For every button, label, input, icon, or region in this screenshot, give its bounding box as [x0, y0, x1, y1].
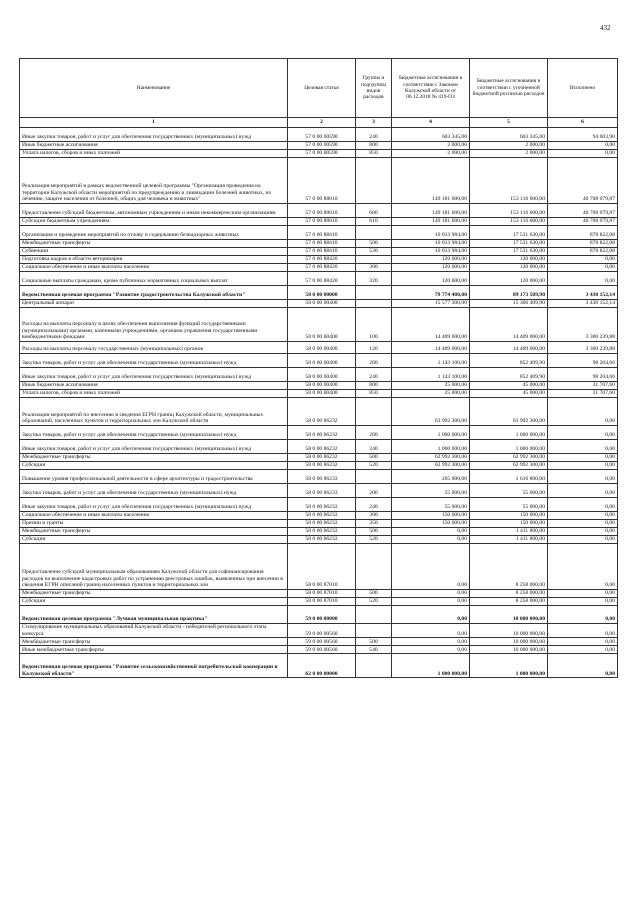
row-expense-group: 500: [356, 528, 392, 536]
row-executed: 0,00: [548, 528, 618, 536]
row-name: Субвенции: [20, 248, 288, 256]
row-expense-group: [356, 398, 392, 426]
row-target-article: 57 0 00 00590: [288, 150, 356, 158]
row-target-article: 59 0 00 00000: [288, 606, 356, 624]
row-approved-allocation: 150 000,00: [470, 520, 548, 528]
row-expense-group: 240: [356, 128, 392, 142]
row-name: Межбюджетные трансферты: [20, 240, 288, 248]
row-executed: 0,00: [548, 470, 618, 484]
row-executed: 878 822,08: [548, 248, 618, 256]
row-name: Субсидии: [20, 598, 288, 606]
row-law-allocation: 150 000,00: [392, 520, 470, 528]
row-law-allocation: 0,00: [392, 638, 470, 646]
row-law-allocation: 63 992 300,00: [392, 398, 470, 426]
row-executed: 3 430 152,14: [548, 286, 618, 300]
row-approved-allocation: 14 409 000,00: [470, 342, 548, 354]
row-law-allocation: 62 992 300,00: [392, 454, 470, 462]
row-approved-allocation: 1 000 000,00: [470, 426, 548, 440]
row-executed: 40 708 079,87: [548, 158, 618, 204]
row-law-allocation: 120 000,00: [392, 256, 470, 264]
row-executed: 0,00: [548, 638, 618, 646]
table-row: [20, 382, 618, 390]
table-row: [20, 598, 618, 606]
row-law-allocation: 25 000,00: [392, 390, 470, 398]
row-executed: 31 707,60: [548, 390, 618, 398]
row-approved-allocation: 1 000 000,00: [470, 440, 548, 454]
row-target-article: 57 0 00 88010: [288, 158, 356, 204]
header-target-article: Целевая статья: [288, 59, 356, 118]
row-executed: 0,00: [548, 256, 618, 264]
row-executed: 0,00: [548, 498, 618, 512]
row-name: Ведомственная целевая программа "Развитие градостроительства Калужской области": [20, 286, 288, 300]
row-expense-group: 500: [356, 454, 392, 462]
table-row: [20, 226, 618, 240]
table-row: [20, 462, 618, 470]
row-name: Уплата налогов, сборов и иных платежей: [20, 390, 288, 398]
row-law-allocation: 120 000,00: [392, 272, 470, 286]
table-row: [20, 342, 618, 354]
row-executed: 0,00: [548, 426, 618, 440]
row-law-allocation: 0,00: [392, 624, 470, 638]
row-executed: 0,00: [548, 624, 618, 638]
table-row: [20, 264, 618, 272]
row-expense-group: 520: [356, 536, 392, 544]
row-target-article: 58 0 00 00400: [288, 342, 356, 354]
row-approved-allocation: 14 409 000,00: [470, 308, 548, 342]
table-row: [20, 272, 618, 286]
row-approved-allocation: 120 000,00: [470, 264, 548, 272]
table-row: [20, 484, 618, 498]
table-row: [20, 536, 618, 544]
row-law-allocation: 120 000,00: [392, 264, 470, 272]
table-row: [20, 624, 618, 638]
row-executed: 0,00: [548, 484, 618, 498]
column-number: 6: [548, 118, 618, 128]
table-row: [20, 646, 618, 654]
row-target-article: 57 0 00 88420: [288, 264, 356, 272]
row-name: Расходы на выплаты персоналу государственных (муниципальных) органов: [20, 342, 288, 354]
row-expense-group: 300: [356, 264, 392, 272]
row-expense-group: [356, 256, 392, 264]
row-target-article: 58 0 00 00400: [288, 354, 356, 368]
column-number: 4: [392, 118, 470, 128]
row-expense-group: [356, 226, 392, 240]
row-law-allocation: 1 000 000,00: [392, 654, 470, 678]
row-executed: 31 707,60: [548, 382, 618, 390]
row-expense-group: 240: [356, 368, 392, 382]
row-name: Повышение уровня профессиональной деятельности в сфере архитектуры и градостроительства: [20, 470, 288, 484]
row-expense-group: 850: [356, 390, 392, 398]
row-target-article: 57 0 00 88410: [288, 226, 356, 240]
row-approved-allocation: 55 000,00: [470, 484, 548, 498]
row-target-article: 59 0 00 00560: [288, 624, 356, 638]
row-approved-allocation: 10 000 000,00: [470, 624, 548, 638]
row-name: Иные закупки товаров, работ и услуг для обеспечения государственных (муниципальных) нужд: [20, 440, 288, 454]
row-executed: 94 003,90: [548, 128, 618, 142]
row-approved-allocation: 62 992 300,00: [470, 454, 548, 462]
row-expense-group: 610: [356, 218, 392, 226]
row-approved-allocation: 603 345,00: [470, 128, 548, 142]
table-row: [20, 654, 618, 678]
row-name: Закупка товаров, работ и услуг для обеспечения государственных (муниципальных) нужд: [20, 484, 288, 498]
row-target-article: 58 0 00 00400: [288, 368, 356, 382]
budget-table: [19, 58, 618, 678]
row-expense-group: 600: [356, 204, 392, 218]
row-name: Социальное обеспечение и иные выплаты населению: [20, 264, 288, 272]
row-law-allocation: 1 143 100,00: [392, 368, 470, 382]
row-approved-allocation: 63 992 300,00: [470, 398, 548, 426]
row-target-article: 57 0 00 00590: [288, 128, 356, 142]
row-executed: 40 708 079,87: [548, 218, 618, 226]
table-row: [20, 300, 618, 308]
row-name: Иные бюджетные ассигнования: [20, 142, 288, 150]
row-target-article: 57 0 00 88010: [288, 204, 356, 218]
table-row: [20, 368, 618, 382]
row-law-allocation: 603 345,00: [392, 128, 470, 142]
row-law-allocation: 149 181 600,00: [392, 204, 470, 218]
row-law-allocation: 0,00: [392, 590, 470, 598]
row-name: Уплата налогов, сборов и иных платежей: [20, 150, 288, 158]
row-executed: 878 822,08: [548, 240, 618, 248]
row-executed: 0,00: [548, 512, 618, 520]
column-number: 1: [20, 118, 288, 128]
table-row: [20, 204, 618, 218]
row-approved-allocation: 8 258 000,00: [470, 544, 548, 590]
row-executed: 0,00: [548, 142, 618, 150]
row-target-article: 58 0 00 86233: [288, 470, 356, 484]
header-row: [20, 59, 618, 118]
row-name: Закупка товаров, работ и услуг для обеспечения государственных (муниципальных) нужд: [20, 354, 288, 368]
row-executed: 0,00: [548, 264, 618, 272]
column-number-row: [20, 118, 618, 128]
row-name: Ведомственная целевая программа "Лучшая муниципальная практика": [20, 606, 288, 624]
row-approved-allocation: 1 000 000,00: [470, 654, 548, 678]
row-approved-allocation: 120 000,00: [470, 256, 548, 264]
row-approved-allocation: 45 000,00: [470, 382, 548, 390]
row-name: Организация и проведение мероприятий по отлову и содержанию безнадзорных животных: [20, 226, 288, 240]
row-approved-allocation: 1 616 800,00: [470, 470, 548, 484]
row-approved-allocation: 1 411 800,00: [470, 536, 548, 544]
table-row: [20, 286, 618, 300]
table-row: [20, 638, 618, 646]
row-law-allocation: 79 774 400,00: [392, 286, 470, 300]
row-law-allocation: 1 000 000,00: [392, 426, 470, 440]
row-approved-allocation: 153 116 600,00: [470, 204, 548, 218]
table-row: [20, 590, 618, 598]
header-name: Наименование: [20, 59, 288, 118]
row-expense-group: 200: [356, 484, 392, 498]
row-approved-allocation: 17 531 630,00: [470, 248, 548, 256]
row-executed: 0,00: [548, 520, 618, 528]
row-expense-group: [356, 286, 392, 300]
table-row: [20, 426, 618, 440]
row-expense-group: 800: [356, 142, 392, 150]
row-target-article: 58 0 00 86233: [288, 520, 356, 528]
row-executed: 878 822,08: [548, 226, 618, 240]
row-name: Предоставление субсидий муниципальным образованиям Калужской области для софинансирования расходов на выполнение кадастровых работ по устранению реестровых ошибок, выявленных при внесении в сведения ЕГРН описаний границ населенных пунктов и территориальных зон: [20, 544, 288, 590]
row-name: Иные закупки товаров, работ и услуг для обеспечения государственных (муниципальных) нужд: [20, 128, 288, 142]
row-target-article: 58 0 00 00000: [288, 286, 356, 300]
row-approved-allocation: 62 992 300,00: [470, 462, 548, 470]
row-expense-group: 200: [356, 354, 392, 368]
row-law-allocation: 55 000,00: [392, 498, 470, 512]
row-law-allocation: 62 992 300,00: [392, 462, 470, 470]
row-approved-allocation: 1 411 800,00: [470, 528, 548, 536]
row-target-article: 58 0 00 86232: [288, 398, 356, 426]
row-approved-allocation: 852 409,90: [470, 368, 548, 382]
row-expense-group: 500: [356, 240, 392, 248]
table-row: [20, 158, 618, 204]
row-executed: 0,00: [548, 536, 618, 544]
table-row: [20, 520, 618, 528]
row-expense-group: [356, 606, 392, 624]
row-executed: 0,00: [548, 590, 618, 598]
row-law-allocation: 2 000,00: [392, 142, 470, 150]
row-name: Субсидии бюджетным учреждениям: [20, 218, 288, 226]
row-name: Реализация мероприятий в рамках ведомственной целевой программы "Организация проведения на территории Калужской области мероприятий по предупреждению и ликвидации болезней животных, их лечению, защите населения от болезней, общих для человека и животных": [20, 158, 288, 204]
row-law-allocation: 0,00: [392, 598, 470, 606]
row-name: Иные межбюджетные трансферты: [20, 646, 288, 654]
row-approved-allocation: 15 306 409,90: [470, 300, 548, 308]
table-row: [20, 498, 618, 512]
row-target-article: 58 0 00 00400: [288, 300, 356, 308]
row-expense-group: 240: [356, 498, 392, 512]
header-law-allocations: Бюджетные ассигнования в соответствии с Законом Калужской области от 06.12.2018 № 419-ОЗ: [392, 59, 470, 118]
row-executed: 0,00: [548, 462, 618, 470]
row-expense-group: [356, 158, 392, 204]
row-law-allocation: 0,00: [392, 544, 470, 590]
row-target-article: 58 0 00 86233: [288, 498, 356, 512]
row-target-article: 58 0 00 87010: [288, 598, 356, 606]
row-approved-allocation: 10 000 000,00: [470, 638, 548, 646]
column-number: 2: [288, 118, 356, 128]
row-name: Межбюджетные трансферты: [20, 590, 288, 598]
row-name: Социальные выплаты гражданам, кроме публичных нормативных социальных выплат: [20, 272, 288, 286]
row-expense-group: 200: [356, 426, 392, 440]
table-row: [20, 128, 618, 142]
row-expense-group: 500: [356, 638, 392, 646]
row-law-allocation: 1 000 000,00: [392, 440, 470, 454]
row-law-allocation: 15 577 300,00: [392, 300, 470, 308]
row-approved-allocation: 89 173 509,90: [470, 286, 548, 300]
row-law-allocation: 2 000,00: [392, 150, 470, 158]
row-executed: 3 300 239,88: [548, 342, 618, 354]
table-row: [20, 142, 618, 150]
row-expense-group: 800: [356, 382, 392, 390]
row-target-article: 58 0 00 00400: [288, 382, 356, 390]
table-row: [20, 308, 618, 342]
row-target-article: 57 0 00 88410: [288, 240, 356, 248]
row-executed: 0,00: [548, 454, 618, 462]
row-approved-allocation: 2 000,00: [470, 150, 548, 158]
row-name: Иные бюджетные ассигнования: [20, 382, 288, 390]
row-expense-group: [356, 300, 392, 308]
row-executed: 0,00: [548, 606, 618, 624]
row-target-article: 57 0 00 88410: [288, 248, 356, 256]
row-expense-group: 300: [356, 512, 392, 520]
row-name: Подготовка кадров в области ветеринарии: [20, 256, 288, 264]
row-law-allocation: 1 143 100,00: [392, 354, 470, 368]
table-row: [20, 528, 618, 536]
row-expense-group: 520: [356, 462, 392, 470]
row-expense-group: 530: [356, 248, 392, 256]
row-name: Ведомственная целевая программа "Развитие сельскохозяйственной потребительской кооперации в Калужской области": [20, 654, 288, 678]
row-target-article: 58 0 00 86233: [288, 536, 356, 544]
row-executed: 0,00: [548, 646, 618, 654]
row-target-article: 57 0 00 88420: [288, 272, 356, 286]
row-expense-group: 850: [356, 150, 392, 158]
row-name: Иные закупки товаров, работ и услуг для обеспечения государственных (муниципальных) нужд: [20, 368, 288, 382]
row-law-allocation: 0,00: [392, 646, 470, 654]
row-expense-group: 540: [356, 646, 392, 654]
row-expense-group: 520: [356, 598, 392, 606]
row-name: Иные закупки товаров, работ и услуг для обеспечения государственных (муниципальных) нужд: [20, 498, 288, 512]
row-executed: 0,00: [548, 398, 618, 426]
row-target-article: 58 0 00 87010: [288, 544, 356, 590]
row-target-article: 59 0 00 00560: [288, 638, 356, 646]
row-approved-allocation: 852 409,90: [470, 354, 548, 368]
row-executed: 0,00: [548, 272, 618, 286]
row-law-allocation: 0,00: [392, 606, 470, 624]
table-row: [20, 440, 618, 454]
row-executed: 0,00: [548, 440, 618, 454]
row-target-article: 58 0 00 87010: [288, 590, 356, 598]
row-name: Субсидии: [20, 536, 288, 544]
row-expense-group: 240: [356, 440, 392, 454]
row-executed: 0,00: [548, 654, 618, 678]
row-executed: 98 204,66: [548, 354, 618, 368]
row-target-article: 59 0 00 00560: [288, 646, 356, 654]
row-approved-allocation: 150 000,00: [470, 512, 548, 520]
row-approved-allocation: 153 116 600,00: [470, 158, 548, 204]
column-number: 3: [356, 118, 392, 128]
row-expense-group: [356, 470, 392, 484]
row-law-allocation: 10 013 984,00: [392, 240, 470, 248]
row-executed: 0,00: [548, 544, 618, 590]
row-expense-group: 100: [356, 308, 392, 342]
row-approved-allocation: 17 531 630,00: [470, 240, 548, 248]
row-name: Реализация мероприятий по внесению в сведения ЕГРН границ Калужской области, муниципальных образований, населенных пунктов и территориальных зон Калужской области: [20, 398, 288, 426]
row-executed: 0,00: [548, 150, 618, 158]
row-law-allocation: 10 013 984,00: [392, 248, 470, 256]
table-row: [20, 512, 618, 520]
row-expense-group: 500: [356, 590, 392, 598]
row-law-allocation: 0,00: [392, 536, 470, 544]
row-approved-allocation: 8 258 000,00: [470, 598, 548, 606]
row-target-article: 58 0 00 86232: [288, 454, 356, 462]
table-row: [20, 398, 618, 426]
row-name: Межбюджетные трансферты: [20, 454, 288, 462]
row-approved-allocation: 17 531 630,00: [470, 226, 548, 240]
table-row: [20, 470, 618, 484]
column-number: 5: [470, 118, 548, 128]
row-name: Стимулирование муниципальных образований Калужской области - победителей регионального этапа конкурса: [20, 624, 288, 638]
row-name: Расходы на выплаты персоналу в целях обеспечения выполнения функций государственными (муниципальными) органами, казенными учреждениями, органами управления государственными внебюджетными фондами: [20, 308, 288, 342]
row-expense-group: [356, 544, 392, 590]
row-approved-allocation: 45 000,00: [470, 390, 548, 398]
row-name: Социальное обеспечение и иные выплаты населению: [20, 512, 288, 520]
row-expense-group: 120: [356, 342, 392, 354]
header-executed: Исполнено: [548, 59, 618, 118]
row-name: Предоставление субсидий бюджетным, автономным учреждениям и иным некоммерческим организациям: [20, 204, 288, 218]
row-target-article: 58 0 00 86233: [288, 484, 356, 498]
table-row: [20, 454, 618, 462]
row-approved-allocation: 10 000 000,00: [470, 606, 548, 624]
table-row: [20, 150, 618, 158]
row-target-article: 58 0 00 00400: [288, 308, 356, 342]
row-target-article: 58 0 00 86232: [288, 440, 356, 454]
header-approved-allocations: Бюджетные ассигнования в соответствии с уточненной бюджетной росписью расходов: [470, 59, 548, 118]
table-row: [20, 354, 618, 368]
row-target-article: 58 0 00 86232: [288, 426, 356, 440]
row-law-allocation: 205 000,00: [392, 470, 470, 484]
row-target-article: 62 0 00 00000: [288, 654, 356, 678]
header-expense-group: Группы и подгруппы видов расходов: [356, 59, 392, 118]
row-target-article: 58 0 00 86232: [288, 462, 356, 470]
row-expense-group: [356, 624, 392, 638]
row-name: Межбюджетные трансферты: [20, 638, 288, 646]
row-target-article: 58 0 00 00400: [288, 390, 356, 398]
row-approved-allocation: 55 000,00: [470, 498, 548, 512]
row-law-allocation: 25 000,00: [392, 382, 470, 390]
row-name: Центральный аппарат: [20, 300, 288, 308]
row-target-article: 58 0 00 86233: [288, 512, 356, 520]
table-row: [20, 248, 618, 256]
page-number: 432: [600, 24, 611, 32]
row-name: Межбюджетные трансферты: [20, 528, 288, 536]
row-target-article: 57 0 00 00590: [288, 142, 356, 150]
row-law-allocation: 149 181 600,00: [392, 218, 470, 226]
row-name: Премии и гранты: [20, 520, 288, 528]
table-row: [20, 256, 618, 264]
row-executed: 98 204,66: [548, 368, 618, 382]
row-approved-allocation: 10 000 000,00: [470, 646, 548, 654]
row-executed: 40 708 079,87: [548, 204, 618, 218]
row-target-article: 57 0 00 88420: [288, 256, 356, 264]
row-law-allocation: 0,00: [392, 528, 470, 536]
row-law-allocation: 14 409 000,00: [392, 342, 470, 354]
row-executed: 0,00: [548, 598, 618, 606]
table-row: [20, 240, 618, 248]
row-expense-group: 350: [356, 520, 392, 528]
row-expense-group: [356, 654, 392, 678]
row-approved-allocation: 2 000,00: [470, 142, 548, 150]
row-expense-group: 320: [356, 272, 392, 286]
row-target-article: 58 0 00 86233: [288, 528, 356, 536]
row-executed: 3 430 152,14: [548, 300, 618, 308]
row-target-article: 57 0 00 88010: [288, 218, 356, 226]
row-name: Закупка товаров, работ и услуг для обеспечения государственных (муниципальных) нужд: [20, 426, 288, 440]
row-law-allocation: 55 000,00: [392, 484, 470, 498]
row-approved-allocation: 120 000,00: [470, 272, 548, 286]
row-approved-allocation: 153 116 600,00: [470, 218, 548, 226]
row-law-allocation: 10 013 984,00: [392, 226, 470, 240]
row-law-allocation: 149 181 600,00: [392, 158, 470, 204]
row-executed: 3 300 239,88: [548, 308, 618, 342]
row-approved-allocation: 8 258 000,00: [470, 590, 548, 598]
row-law-allocation: 14 409 000,00: [392, 308, 470, 342]
table-row: [20, 606, 618, 624]
table-row: [20, 544, 618, 590]
table-row: [20, 390, 618, 398]
table-row: [20, 218, 618, 226]
row-name: Субсидии: [20, 462, 288, 470]
row-law-allocation: 150 000,00: [392, 512, 470, 520]
